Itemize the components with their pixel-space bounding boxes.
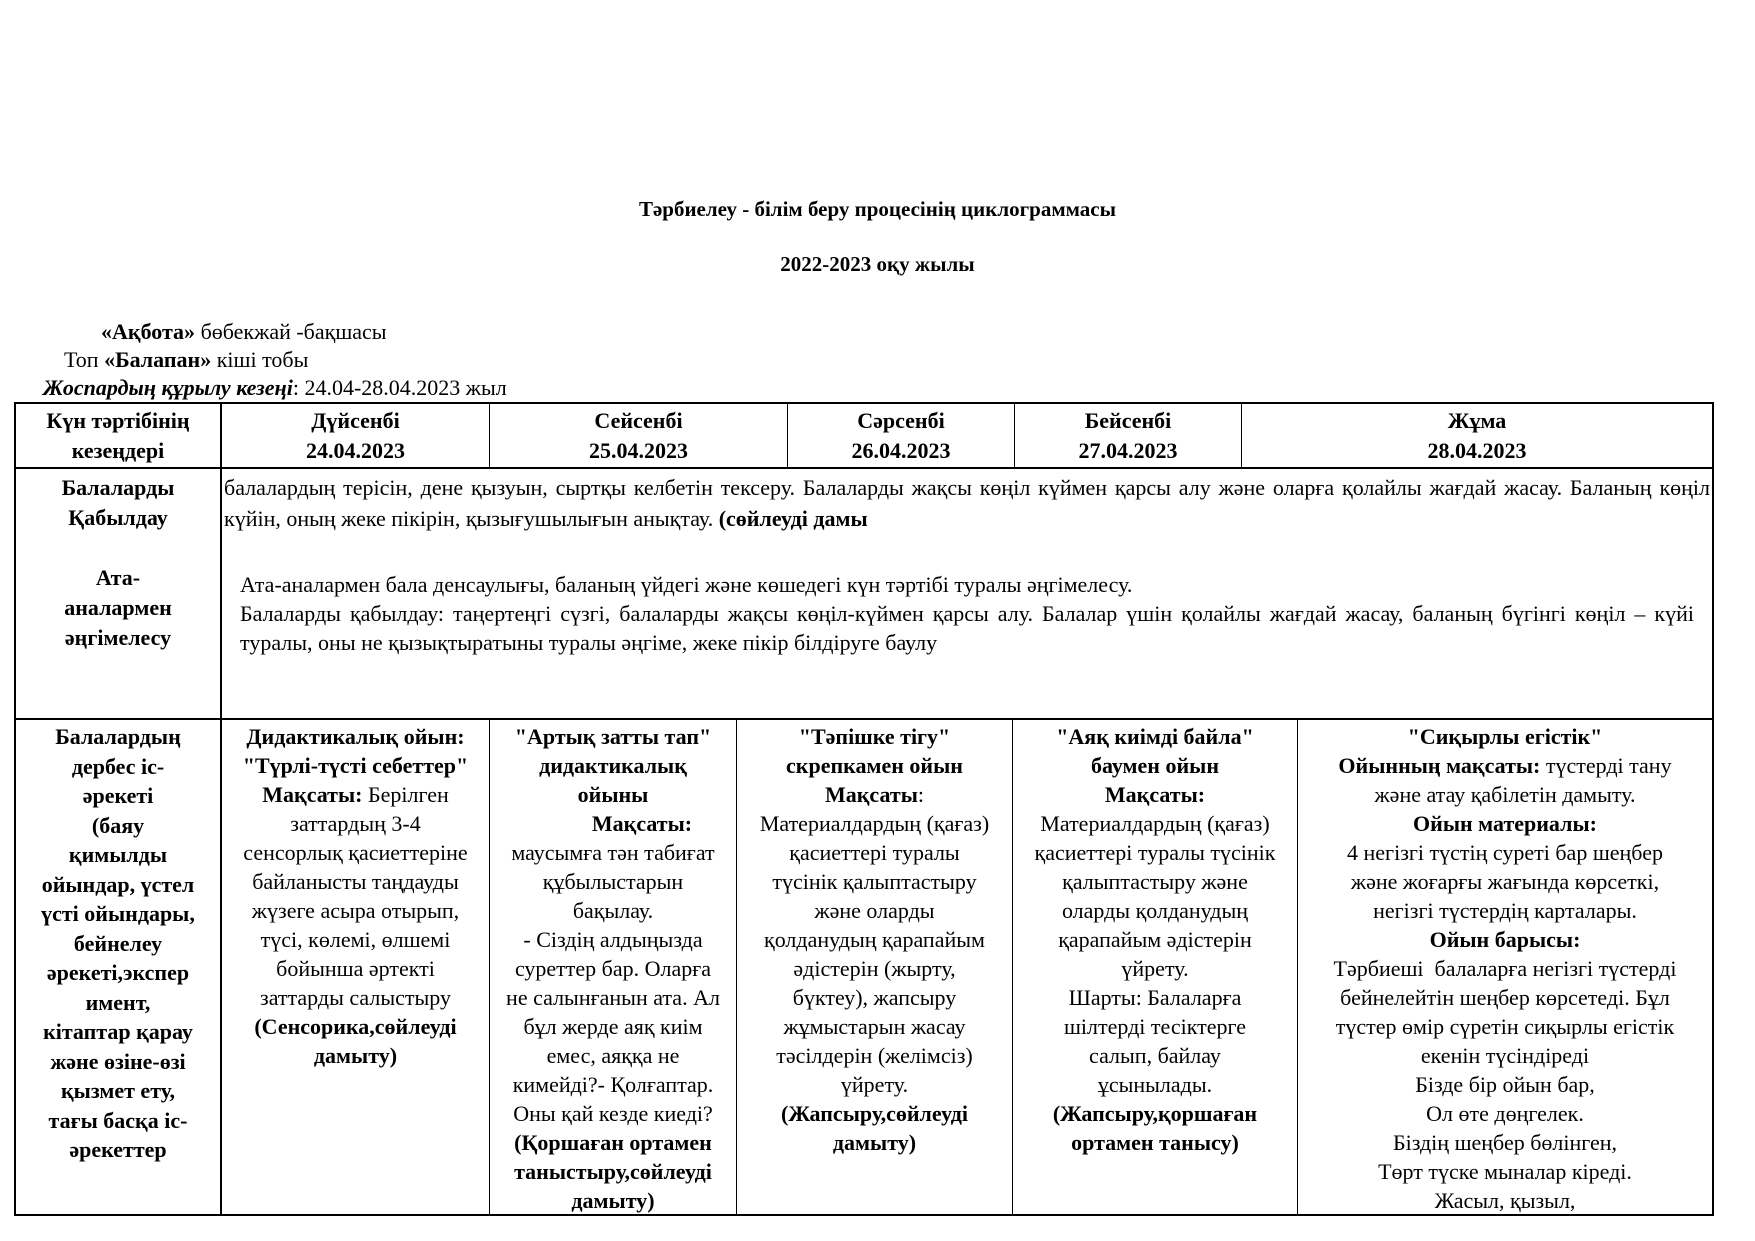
monday-title: Дидактикалық ойын: bbox=[246, 724, 465, 749]
row1-label-line: Ата- bbox=[95, 565, 141, 590]
row2-label bbox=[16, 722, 220, 1165]
row1-label-line: аналармен bbox=[64, 595, 172, 620]
tuesday-line: Оны қай кезде киеді? bbox=[513, 1101, 713, 1126]
row2-label-line: (баяу bbox=[91, 812, 145, 838]
friday-goal-text: және атау қабілетін дамыту. bbox=[1374, 782, 1636, 807]
friday-line: екенін түсіндіреді bbox=[1420, 1043, 1590, 1068]
row1-label bbox=[16, 473, 220, 653]
day-date: 25.04.2023 bbox=[589, 438, 688, 463]
group-line bbox=[64, 346, 308, 374]
header-stages bbox=[16, 406, 220, 466]
wednesday-title: "Тәпішке тігу" bbox=[798, 724, 951, 749]
friday-title: "Сиқырлы егістік" bbox=[1407, 724, 1603, 749]
row1-label-line bbox=[16, 533, 220, 563]
monday-goal-text: Берілген bbox=[362, 782, 449, 807]
wednesday-line: түсінік қалыптастыру bbox=[772, 869, 977, 894]
tuesday-line: құбылыстарын bbox=[542, 869, 684, 894]
header-stages-line: Күн тәртібінің bbox=[46, 408, 190, 433]
wednesday-line: қолданудың қарапайым bbox=[764, 927, 985, 952]
wednesday-goal-label: Мақсаты bbox=[824, 782, 918, 807]
monday-goal-label: Мақсаты: bbox=[262, 782, 363, 807]
monday-tag: (Сенсорика,сөйлеуді bbox=[254, 1014, 457, 1039]
wednesday-line: тәсілдерін (желімсіз) bbox=[776, 1043, 973, 1068]
day-name: Сәрсенбі bbox=[857, 408, 945, 433]
header-thursday bbox=[1015, 406, 1241, 466]
kindergarten-suffix: бөбекжай -бақшасы bbox=[195, 319, 387, 344]
tuesday-line: бұл жерде аяқ киім bbox=[523, 1014, 703, 1039]
monday-line: сенсорлық қасиеттеріне bbox=[243, 840, 468, 865]
thursday-line: оларды қолданудың bbox=[1061, 898, 1249, 923]
wednesday-line: үйрету. bbox=[840, 1072, 909, 1097]
friday-line: Төрт түске мыналар кіреді. bbox=[1378, 1159, 1632, 1184]
friday-line: түстер өмір сүретін сиқырлы егістік bbox=[1335, 1014, 1675, 1039]
tuesday-line: кимейді?- Қолғаптар. bbox=[512, 1072, 714, 1097]
day-name: Сейсенбі bbox=[594, 408, 683, 433]
header-friday bbox=[1242, 406, 1712, 466]
thursday-tag: (Жапсыру,қоршаған bbox=[1052, 1101, 1258, 1126]
tuesday-activity bbox=[490, 722, 736, 1215]
row2-label-line: дербес іс- bbox=[71, 753, 165, 779]
thursday-title: "Аяқ киімді байла" bbox=[1056, 724, 1254, 749]
friday-line: Жасыл, қызыл, bbox=[1434, 1188, 1576, 1213]
friday-goal-text: түстерді тану bbox=[1540, 753, 1672, 778]
day-name: Бейсенбі bbox=[1084, 408, 1172, 433]
tuesday-line: бақылау. bbox=[572, 898, 654, 923]
header-monday bbox=[222, 406, 489, 466]
tuesday-line: не салынғанын ата. Ал bbox=[506, 985, 720, 1010]
thursday-line: Шарты: Балаларға bbox=[1068, 985, 1242, 1010]
friday-line: Тәрбиеші балаларға негізгі түстерді bbox=[1333, 956, 1677, 981]
row2-label-line: кітаптар қарау bbox=[43, 1019, 193, 1044]
thursday-line: қалыптастыру және bbox=[1062, 869, 1248, 894]
monday-line: түсі, көлемі, өлшемі bbox=[260, 927, 451, 952]
group-name: «Балапан» bbox=[104, 347, 212, 372]
group-suffix: кіші тобы bbox=[211, 347, 309, 372]
period-value: : 24.04-28.04.2023 жыл bbox=[292, 375, 507, 400]
row2-label-line: қимылды bbox=[68, 842, 168, 867]
row2-label-line: және өзіне-өзі bbox=[50, 1048, 186, 1074]
tuesday-title: ойыны bbox=[577, 782, 649, 807]
thursday-line: үйрету. bbox=[1121, 956, 1189, 981]
header-stages-line: кезеңдері bbox=[71, 438, 165, 463]
row2-label-line: Балалардың bbox=[55, 724, 181, 749]
period-label: Жоспардың құрылу кезеңі bbox=[43, 375, 293, 400]
header-tuesday bbox=[490, 406, 787, 466]
friday-material-label: Ойын материалы: bbox=[1413, 811, 1597, 836]
thursday-line: қарапайым әдістерін bbox=[1058, 927, 1252, 952]
monday-line: жүзеге асыра отырып, bbox=[251, 898, 460, 923]
wednesday-line: қасиеттері туралы bbox=[789, 840, 960, 865]
row2-label-line: бейнелеу bbox=[73, 930, 163, 956]
friday-progress-label: Ойын барысы: bbox=[1429, 927, 1581, 952]
row2-label-line: ойындар, үстел bbox=[41, 871, 195, 897]
tuesday-line: маусымға тән табиғат bbox=[511, 840, 715, 865]
row2-label-line: әрекеттер bbox=[69, 1137, 167, 1162]
day-date: 24.04.2023 bbox=[306, 438, 405, 463]
thursday-activity bbox=[1013, 722, 1297, 1157]
group-prefix: Топ bbox=[64, 347, 105, 372]
kindergarten-name: «Ақбота» bbox=[101, 319, 196, 344]
thursday-line: ұсынылады. bbox=[1097, 1072, 1213, 1097]
friday-material-line: 4 негізгі түстің суреті бар шеңбер bbox=[1347, 840, 1663, 865]
row1-label-line: әңгімелесу bbox=[64, 625, 172, 650]
row1-para1: Ата-аналармен бала денсаулығы, баланың үйдегі және көшедегі күн тәртібі туралы әңгімелесу. bbox=[240, 572, 1133, 597]
monday-title: "Түрлі-түсті себеттер" bbox=[242, 753, 469, 778]
friday-line: Бізде бір ойын бар, bbox=[1415, 1072, 1595, 1097]
tuesday-line: - Сіздің алдыңызда bbox=[523, 927, 703, 952]
wednesday-line: жұмыстарын жасау bbox=[783, 1014, 966, 1039]
row1-label-line: Қабылдау bbox=[68, 505, 168, 530]
academic-year: 2022-2023 оқу жылы bbox=[780, 252, 975, 276]
thursday-line: салып, байлау bbox=[1089, 1043, 1221, 1068]
friday-activity bbox=[1298, 722, 1712, 1215]
wednesday-title: скрепкамен ойын bbox=[786, 753, 963, 778]
thursday-line: Материалдардың (қағаз) bbox=[1040, 811, 1270, 836]
wednesday-tag: дамыту) bbox=[832, 1130, 917, 1155]
thursday-title: баумен ойын bbox=[1090, 753, 1220, 778]
monday-tag: дамыту) bbox=[313, 1043, 398, 1068]
thursday-line: шілтерді тесіктерге bbox=[1063, 1014, 1246, 1039]
row1-main-text-bold: (сөйлеуді дамы bbox=[718, 506, 868, 531]
tuesday-title: "Артық затты тап" bbox=[514, 724, 712, 749]
friday-goal-label: Ойынның мақсаты: bbox=[1338, 753, 1541, 778]
wednesday-tag: (Жапсыру,сөйлеуді bbox=[781, 1101, 968, 1126]
tuesday-title: дидактикалық bbox=[539, 753, 687, 778]
tuesday-goal-label: Мақсаты: bbox=[591, 811, 693, 836]
friday-line: Біздің шеңбер бөлінген, bbox=[1392, 1130, 1618, 1155]
monday-line: бойынша әртекті bbox=[276, 956, 435, 981]
wednesday-line: және оларды bbox=[814, 898, 935, 923]
thursday-line: қасиеттері туралы түсінік bbox=[1034, 840, 1276, 865]
wednesday-line: әдістерін (жырту, bbox=[793, 956, 956, 981]
period-line bbox=[43, 374, 507, 402]
row1-main-text-body: балалардың терісін, дене қызуын, сыртқы келбетін тексеру. Балаларды жақсы көңіл күймен қарсы алу және оларға қолайлы жағдай жасау. Баланың көңіл күйін, оның жеке пікірін, қызығушылығын анықтау. bbox=[224, 475, 1710, 531]
friday-line: бейнелейтін шеңбер көрсетеді. Бұл bbox=[1340, 985, 1670, 1010]
tuesday-line: емес, аяққа не bbox=[546, 1043, 680, 1068]
day-date: 27.04.2023 bbox=[1078, 438, 1178, 463]
wednesday-line: бүктеу), жапсыру bbox=[792, 985, 957, 1010]
row2-label-line: үсті ойындары, bbox=[41, 901, 195, 926]
day-date: 28.04.2023 bbox=[1427, 438, 1527, 463]
row2-label-line: қызмет ету, bbox=[60, 1078, 176, 1103]
wednesday-goal-colon: : bbox=[917, 782, 924, 807]
row2-label-line: әрекеті,экспер bbox=[46, 960, 190, 985]
header-wednesday bbox=[788, 406, 1014, 466]
row1-para2: Балаларды қабылдау: таңертеңгі сүзгі, балаларды жақсы көңіл-күймен қарсы алу. Балалар үшін қолайлы жағдай жасау, баланың бүгінгі көңіл – күйі туралы, оны не қызықтыратыны туралы әңгіме, жеке пікір білдіруге баулу bbox=[240, 601, 1694, 655]
thursday-goal-label: Мақсаты: bbox=[1104, 782, 1206, 807]
row2-label-line: тағы басқа іс- bbox=[48, 1107, 188, 1133]
day-date: 26.04.2023 bbox=[851, 438, 951, 463]
thursday-tag: ортамен танысу) bbox=[1071, 1130, 1239, 1155]
tuesday-tag: дамыту) bbox=[571, 1188, 655, 1213]
day-name: Жұма bbox=[1447, 408, 1507, 433]
row2-label-line: имент, bbox=[85, 989, 151, 1015]
row1-label-line: Балаларды bbox=[61, 475, 175, 500]
tuesday-tag: таныстыру,сөйлеуді bbox=[514, 1159, 712, 1184]
kindergarten-line bbox=[101, 318, 387, 346]
row2-label-line: әрекеті bbox=[82, 783, 154, 808]
monday-line: заттардың 3-4 bbox=[290, 811, 421, 836]
row1-main-text bbox=[224, 472, 1710, 534]
page-title: Тәрбиелеу - білім беру процесінің циклограммасы bbox=[638, 197, 1117, 221]
wednesday-activity bbox=[737, 722, 1012, 1157]
monday-line: заттарды салыстыру bbox=[260, 985, 451, 1010]
day-name: Дүйсенбі bbox=[311, 408, 400, 433]
monday-activity bbox=[222, 722, 489, 1070]
tuesday-line: суреттер бар. Оларға bbox=[514, 956, 712, 981]
tuesday-tag: (Қоршаған ортамен bbox=[514, 1130, 712, 1155]
wednesday-line: Материалдардың (қағаз) bbox=[759, 811, 990, 836]
friday-material-line: және жоғарғы жағында көрсеткі, bbox=[1350, 869, 1660, 894]
friday-line: Ол өте дөңгелек. bbox=[1426, 1101, 1584, 1126]
friday-material-line: негізгі түстердің карталары. bbox=[1373, 898, 1637, 923]
monday-line: байланысты таңдауды bbox=[252, 869, 459, 894]
